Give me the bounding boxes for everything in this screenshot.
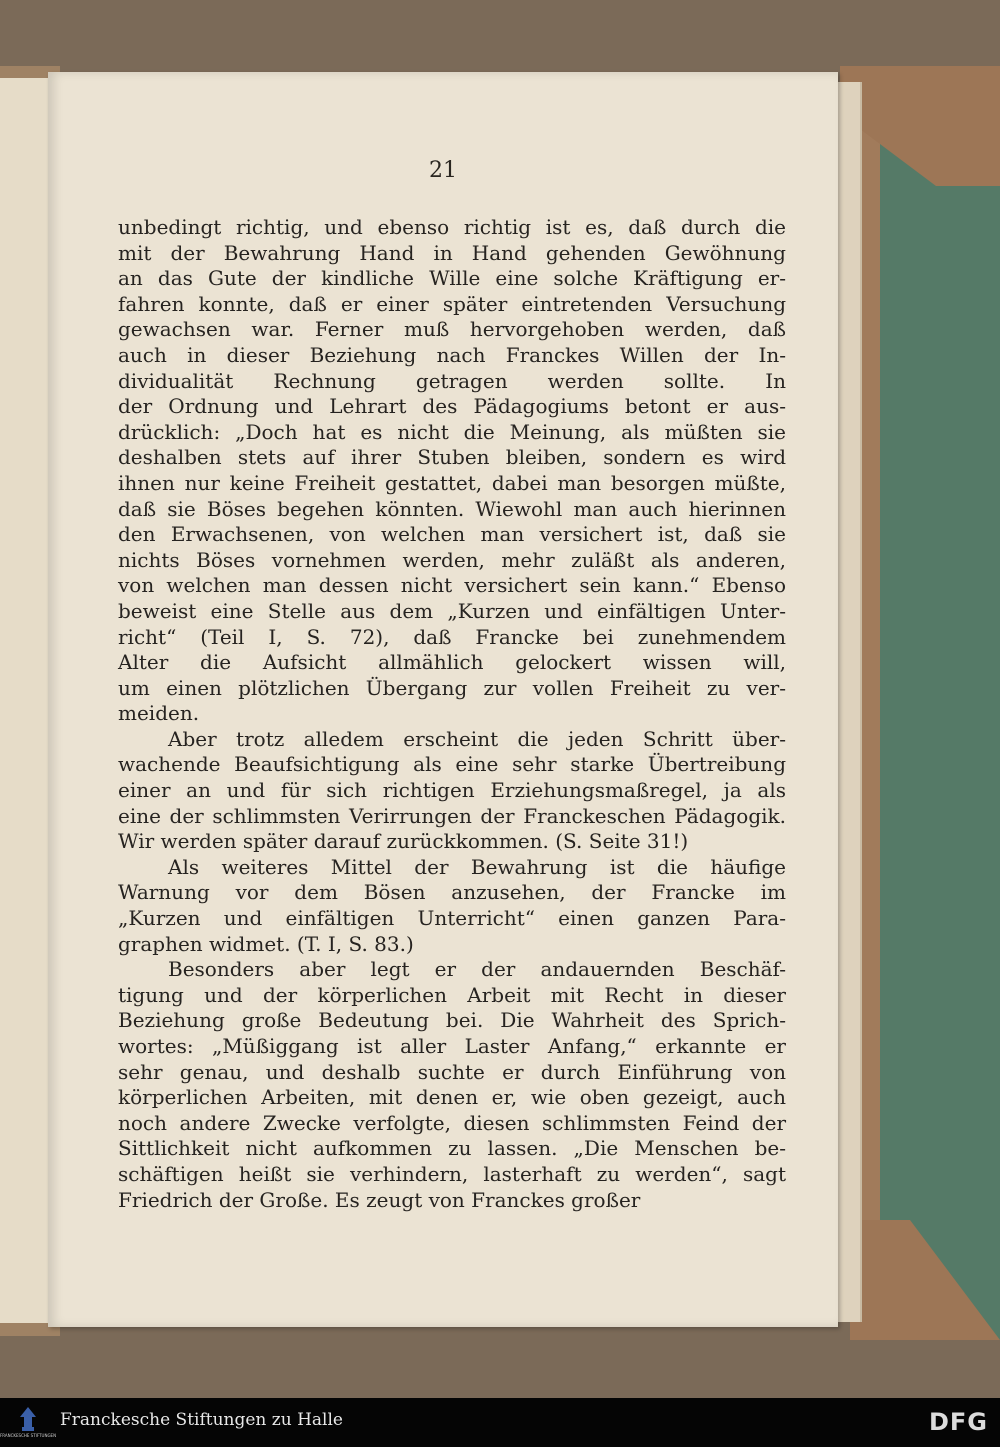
text-line: Sittlichkeit nicht aufkommen zu lassen. „Die Menschen be-	[118, 1136, 786, 1161]
text-line: dividualität Rechnung getragen werden sollte. In	[118, 368, 786, 393]
text-line: um einen plötzlichen Übergang zur vollen Freiheit zu ver-	[118, 675, 786, 700]
text-line: noch andere Zwecke verfolgte, diesen schlimmsten Feind der	[118, 1110, 786, 1135]
viewer-footer	[0, 1398, 1000, 1447]
text-line: daß sie Böses begehen könnten. Wiewohl man auch hierinnen	[118, 496, 786, 521]
text-line: unbedingt richtig, und ebenso richtig ist es, daß durch die	[118, 215, 786, 239]
text-line: richt“ (Teil I, S. 72), daß Francke bei zunehmendem	[118, 624, 786, 649]
text-line: schäftigen heißt sie verhindern, lasterhaft zu werden“, sagt	[118, 1161, 786, 1186]
body-text	[118, 215, 786, 1213]
text-line: tigung und der körperlichen Arbeit mit Recht in dieser	[118, 982, 786, 1007]
text-line: Beziehung große Bedeutung bei. Die Wahrheit des Sprich-	[118, 1008, 786, 1033]
institution-name: Franckesche Stiftungen zu Halle	[60, 1410, 343, 1430]
text-line: eine der schlimmsten Verirrungen der Franckeschen Pädagogik.	[118, 803, 786, 828]
text-line: auch in dieser Beziehung nach Franckes Willen der In-	[118, 342, 786, 367]
text-line: sehr genau, und deshalb suchte er durch Einführung von	[118, 1059, 786, 1084]
text-line: nichts Böses vornehmen werden, mehr zuläßt als anderen,	[118, 547, 786, 572]
text-line: von welchen man dessen nicht versichert sein kann.“ Ebenso	[118, 573, 786, 598]
dfg-logo: DFG	[928, 1408, 988, 1436]
text-line: gewachsen war. Ferner muß hervorgehoben werden, daß	[118, 317, 786, 342]
text-line: Besonders aber legt er der andauernden Beschäf-	[168, 957, 786, 982]
text-line: einer an und für sich richtigen Erziehungsmaßregel, ja als	[118, 778, 786, 803]
text-line: wortes: „Müßiggang ist aller Laster Anfang,“ erkannte er	[118, 1034, 786, 1058]
text-line: wachende Beaufsichtigung als eine sehr starke Übertreibung	[118, 752, 786, 777]
text-line: Warnung vor dem Bösen anzusehen, der Francke im	[118, 880, 786, 905]
text-line: beweist eine Stelle aus dem „Kurzen und einfältigen Unter-	[118, 598, 786, 623]
text-line: fahren konnte, daß er einer später eintretenden Versuchung	[118, 291, 786, 316]
text-line: Alter die Aufsicht allmählich gelockert wissen will,	[118, 650, 786, 675]
text-line: körperlichen Arbeiten, mit denen er, wie oben gezeigt, auch	[118, 1085, 786, 1110]
text-line: Als weiteres Mittel der Bewahrung ist die häufige	[168, 854, 786, 879]
institution-logo-icon	[0, 1403, 57, 1443]
text-line: Aber trotz alledem erscheint die jeden Schritt über-	[168, 726, 786, 751]
text-line: deshalben stets auf ihrer Stuben bleiben, sondern es wird	[118, 445, 786, 470]
text-line: Friedrich der Große. Es zeugt von Franckes großer	[118, 1187, 641, 1212]
text-line: meiden.	[118, 701, 200, 726]
left-page	[0, 78, 54, 1323]
text-line: „Kurzen und einfältigen Unterricht“ einen ganzen Para-	[118, 906, 786, 931]
logo-caption-line-1: FRANCKESCHE STIFTUNGEN	[0, 1433, 57, 1438]
text-line: den Erwachsenen, von welchen man versichert ist, daß sie	[118, 522, 786, 547]
book-cover-endpaper	[880, 100, 1000, 1340]
page-number-text: 21	[429, 158, 457, 183]
text-line: mit der Bewahrung Hand in Hand gehenden Gewöhnung	[118, 240, 786, 265]
text-line: graphen widmet. (T. I, S. 83.)	[118, 931, 414, 956]
text-line: drücklich: „Doch hat es nicht die Meinung, als müßten sie	[118, 419, 786, 444]
page-number	[48, 158, 838, 183]
text-line: an das Gute der kindliche Wille eine solche Kräftigung er-	[118, 266, 786, 291]
book-page	[48, 72, 838, 1327]
text-line: Wir werden später darauf zurückkommen. (S. Seite 31!)	[118, 829, 689, 854]
text-line: ihnen nur keine Freiheit gestattet, dabei man besorgen müßte,	[118, 470, 786, 495]
text-line: der Ordnung und Lehrart des Pädagogiums betont er aus-	[118, 394, 786, 419]
